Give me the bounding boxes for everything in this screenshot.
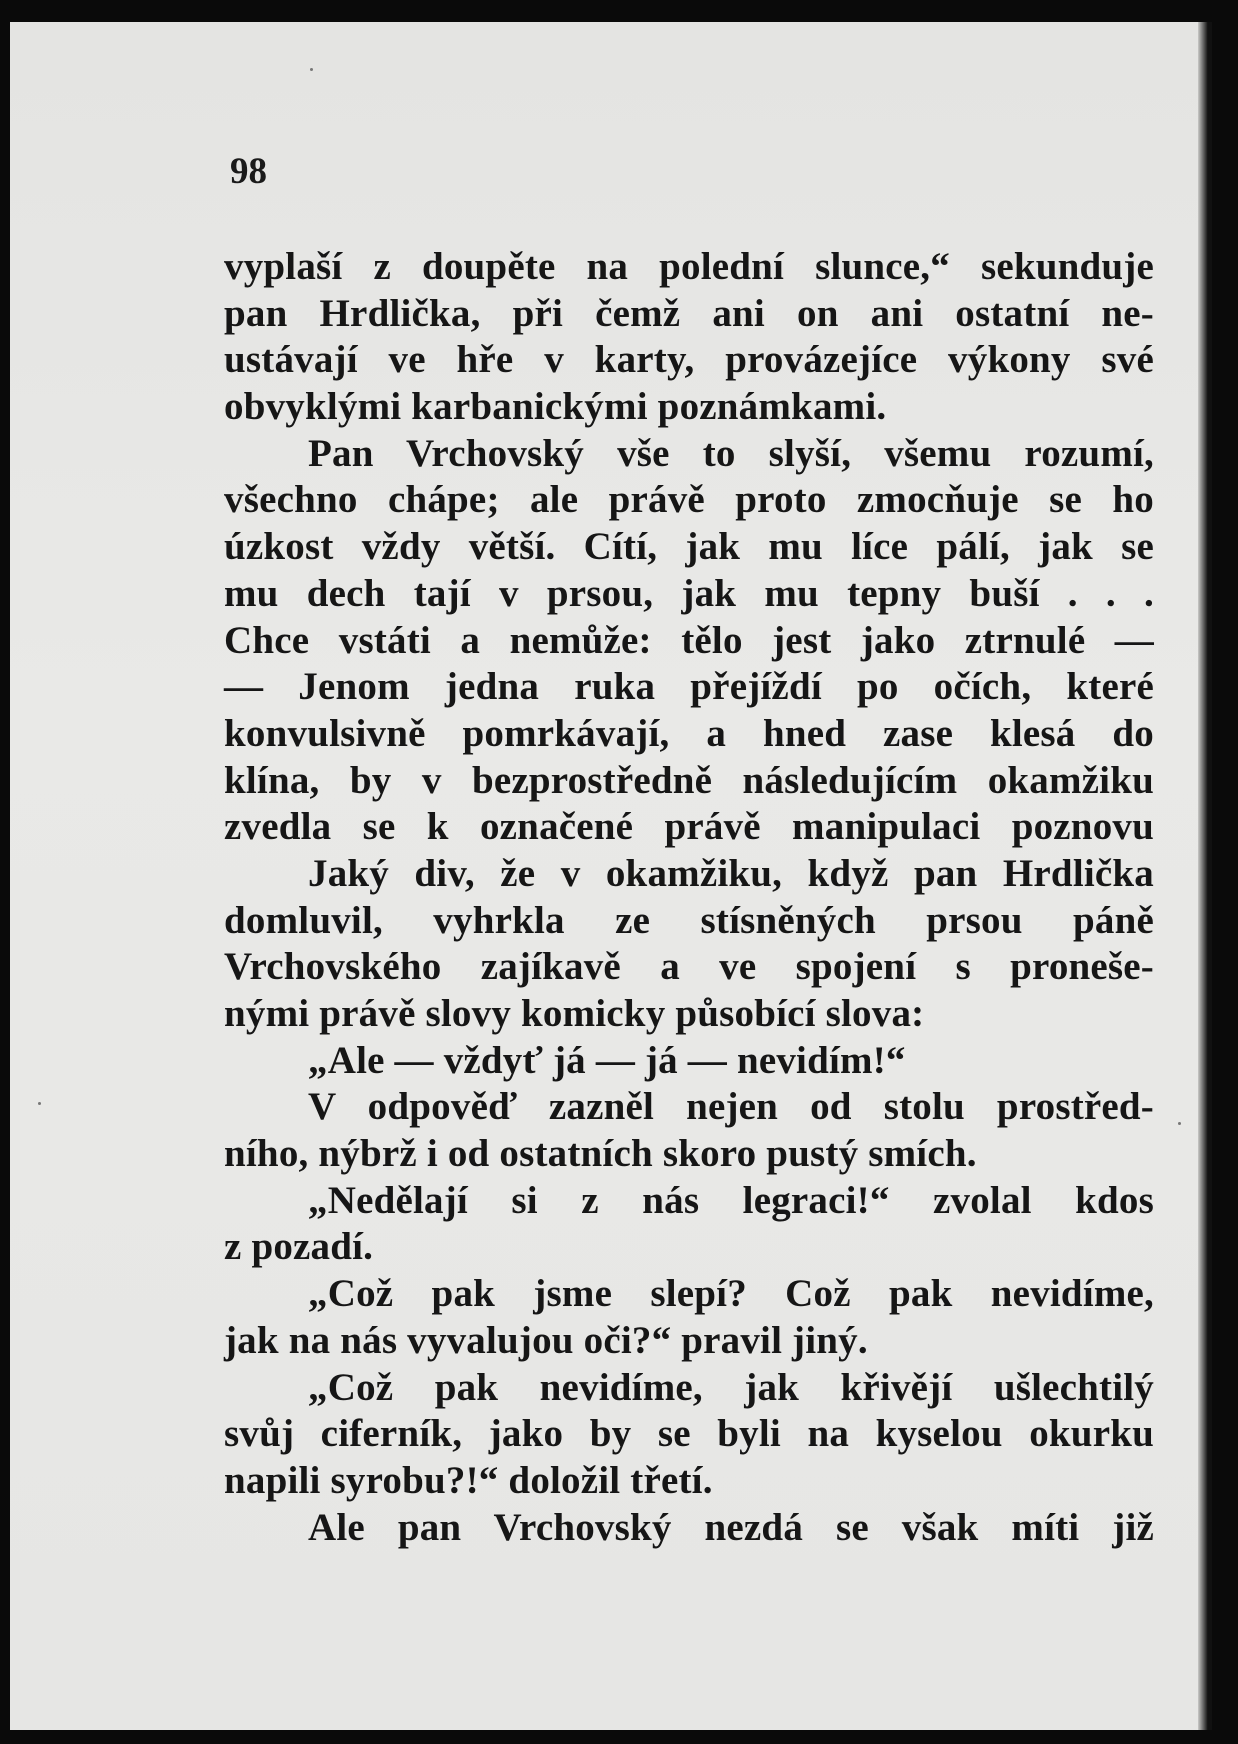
text-line: svůj ciferník, jako by se byli na kyselou okurku <box>224 1412 1154 1456</box>
text-line: všechno chápe; ale právě proto zmocňuje se ho <box>224 478 1154 522</box>
text-line: konvulsivně pomrkávají, a hned zase klesá do <box>224 711 1154 755</box>
text-line: — Jenom jedna ruka přejíždí po očích, které <box>224 665 1154 709</box>
text-line: ního, nýbrž i od ostatních skoro pustý smích. <box>224 1132 977 1176</box>
text-line: Ale pan Vrchovský nezdá se však míti již <box>308 1505 1154 1549</box>
paper-speck <box>310 68 313 71</box>
text-line: pan Hrdlička, při čemž ani on ani ostatní ne- <box>224 291 1154 335</box>
text-line: „Ale — vždyť já — já — nevidím!“ <box>308 1038 906 1082</box>
text-line: úzkost vždy větší. Cítí, jak mu líce pálí, jak se <box>224 525 1154 569</box>
text-line: „Což pak jsme slepí? Což pak nevidíme, <box>308 1272 1154 1316</box>
text-line: Chce vstáti a nemůže: tělo jest jako ztrnulé — <box>224 618 1154 662</box>
text-line: napili syrobu?!“ doložil třetí. <box>224 1458 713 1502</box>
text-line: Jaký div, že v okamžiku, když pan Hrdlička <box>308 851 1154 895</box>
text-line: „Což pak nevidíme, jak křivějí ušlechtilý <box>308 1365 1154 1409</box>
text-line: vyplaší z doupěte na polední slunce,“ sekunduje <box>224 245 1154 288</box>
text-line: ustávají ve hře v karty, provázejíce výkony své <box>224 338 1154 382</box>
text-line: z pozadí. <box>224 1225 374 1269</box>
body-text <box>224 244 1154 1551</box>
text-line: zvedla se k označené právě manipulaci poznovu <box>224 805 1154 849</box>
paper-speck <box>1178 1122 1181 1125</box>
book-page <box>10 22 1212 1730</box>
text-line: Vrchovského zajíkavě a ve spojení s proneše- <box>224 945 1154 989</box>
page-number: 98 <box>230 151 267 192</box>
text-line: jak na nás vyvalujou oči?“ pravil jiný. <box>224 1318 868 1362</box>
text-line: klína, by v bezprostředně následujícím okamžiku <box>224 758 1154 802</box>
text-line: nými právě slovy komicky působící slova: <box>224 992 925 1035</box>
text-line: obvyklými karbanickými poznámkami. <box>224 385 887 429</box>
text-line: domluvil, vyhrkla ze stísněných prsou páně <box>224 898 1154 942</box>
text-line: V odpověď zazněl nejen od stolu prostřed- <box>308 1085 1154 1129</box>
page-edge-shadow <box>1198 22 1212 1730</box>
text-line: „Nedělají si z nás legraci!“ zvolal kdos <box>308 1178 1154 1222</box>
text-line: Pan Vrchovský vše to slyší, všemu rozumí, <box>308 431 1154 475</box>
text-line: mu dech tají v prsou, jak mu tepny buší . . . <box>224 571 1154 615</box>
paper-speck <box>38 1102 41 1105</box>
